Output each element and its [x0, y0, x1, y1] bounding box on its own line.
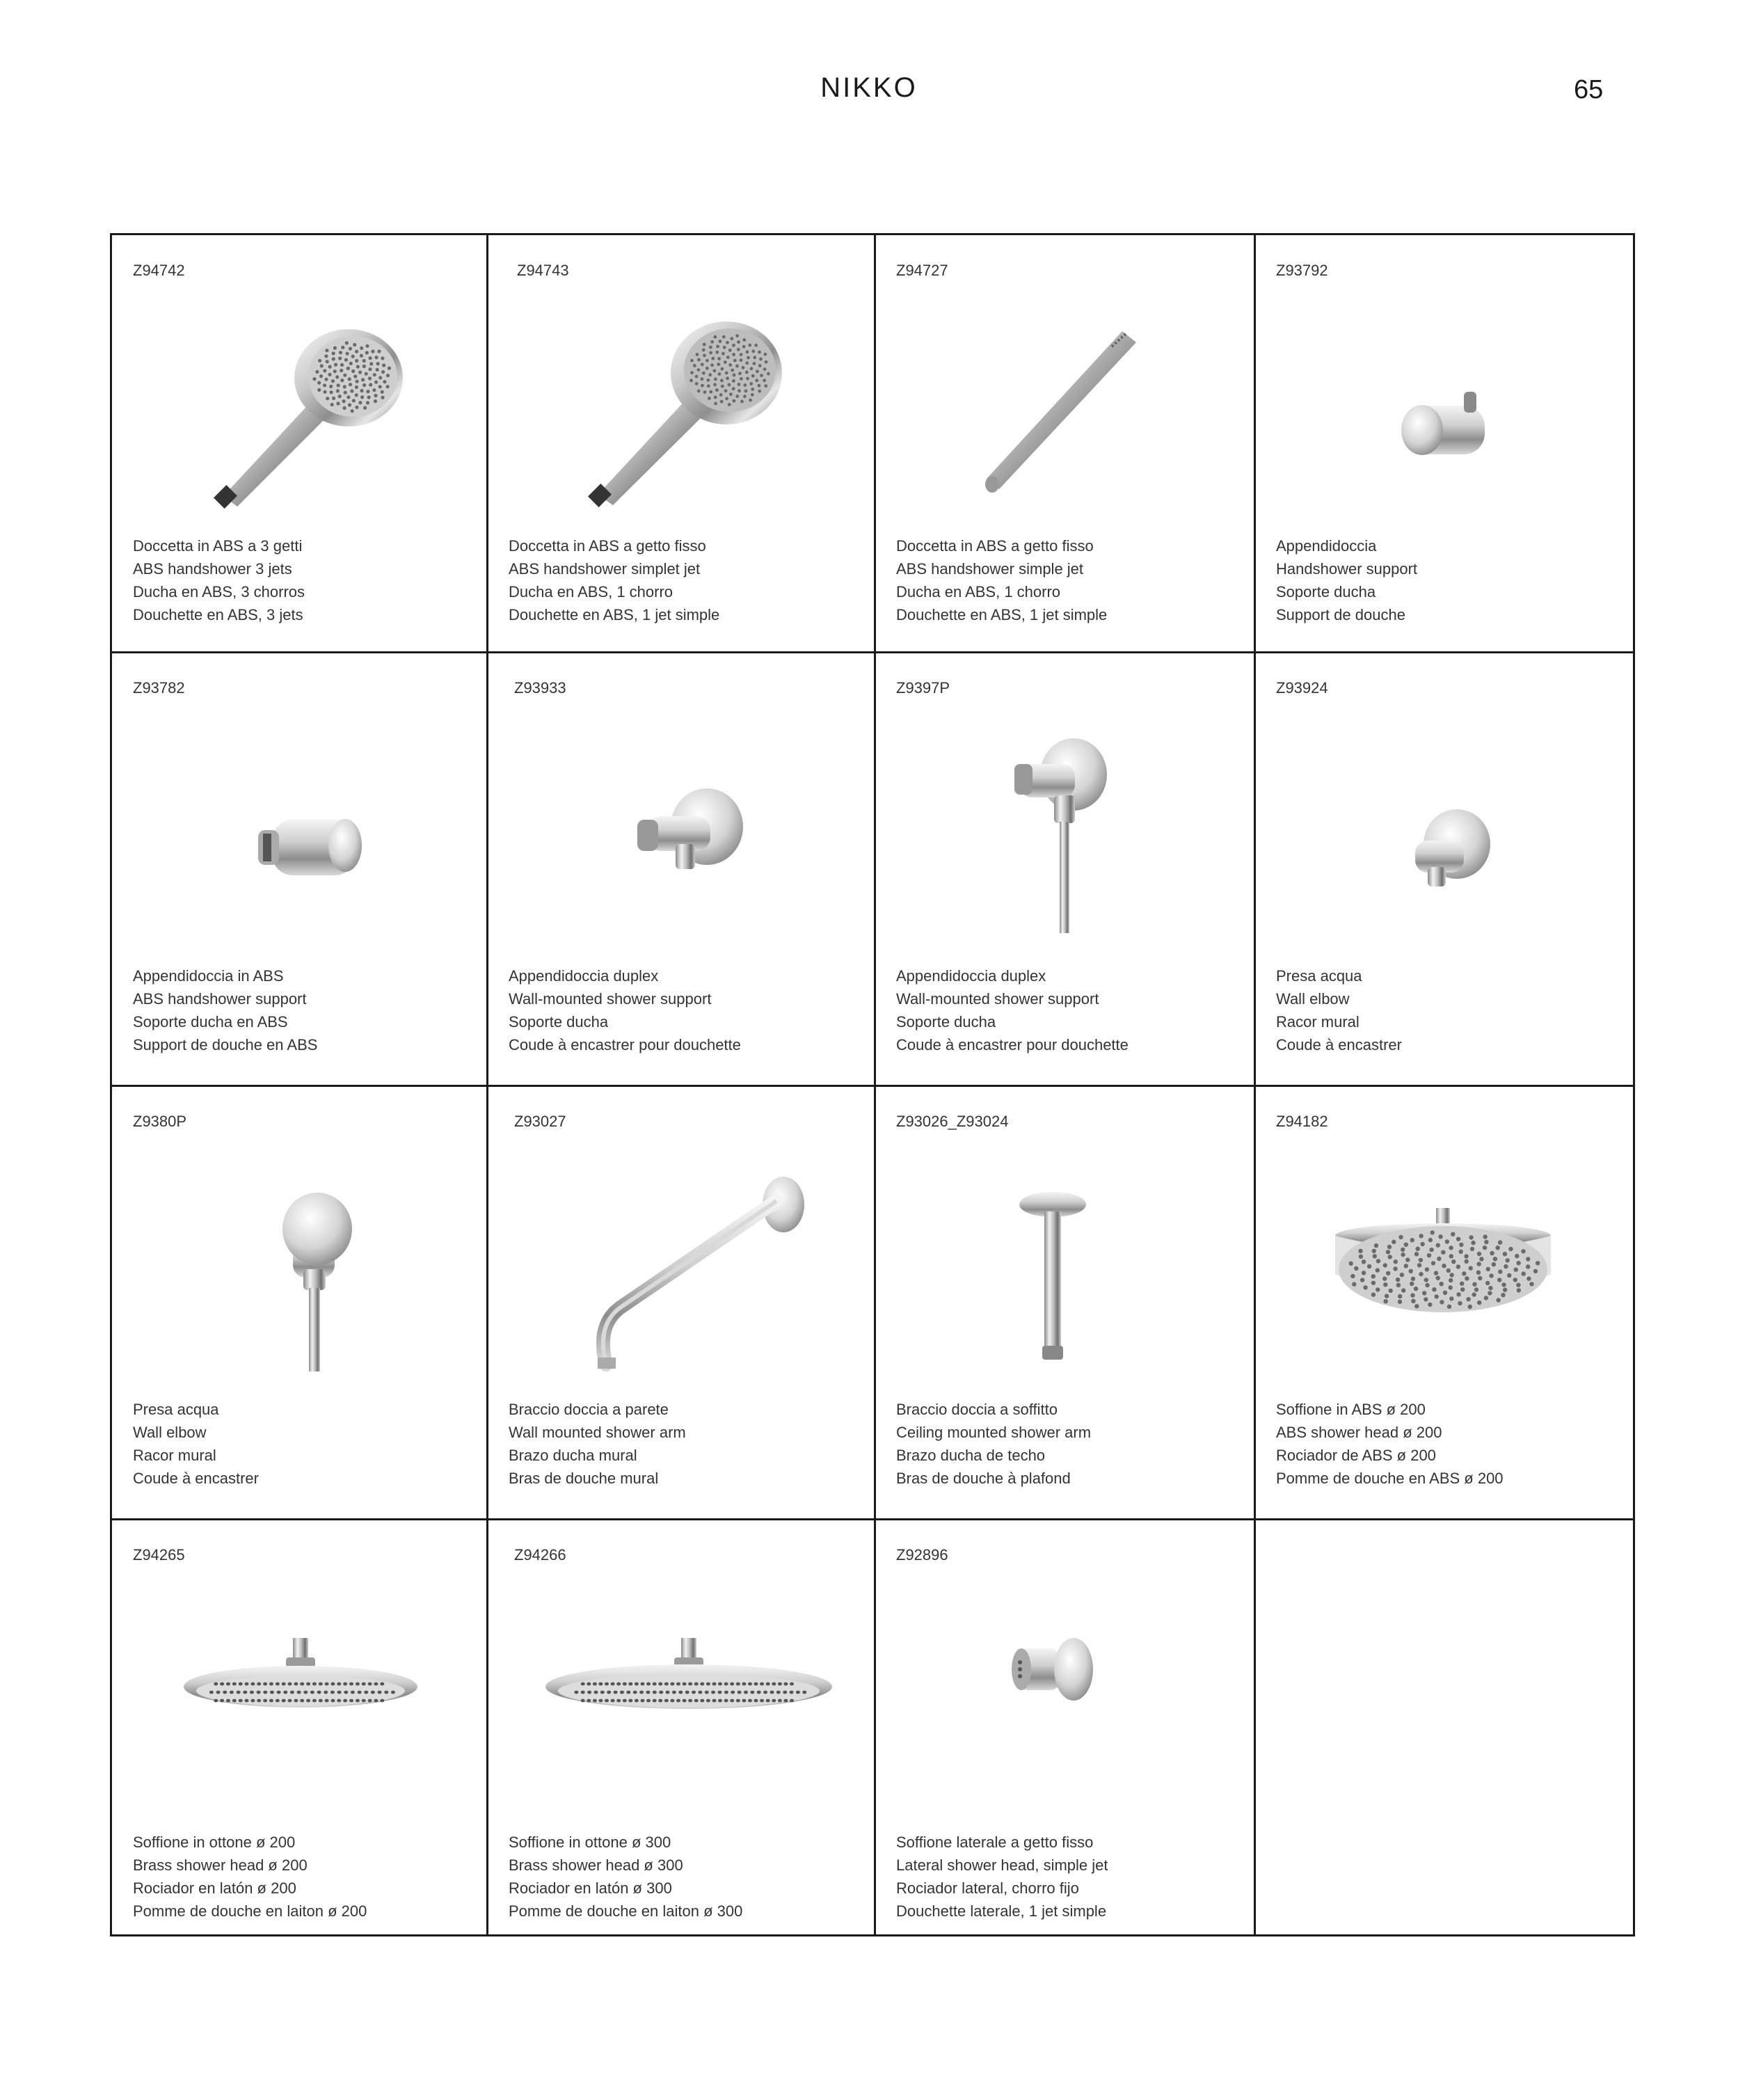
description-line: Ducha en ABS, 3 chorros: [133, 583, 305, 600]
description-line: Pomme de douche en laiton ø 200: [133, 1902, 367, 1920]
product-description: [509, 964, 741, 1056]
product-cell: [112, 235, 488, 653]
description-line: Soporte ducha: [1276, 583, 1376, 600]
product-description: [133, 964, 317, 1056]
description-line: Douchette laterale, 1 jet simple: [896, 1902, 1107, 1920]
description-line: Doccetta in ABS a getto fisso: [509, 537, 706, 555]
description-line: Racor mural: [1276, 1013, 1360, 1031]
product-cell: [488, 653, 875, 1086]
description-line: Douchette en ABS, 1 jet simple: [509, 606, 720, 623]
product-cell: [112, 1520, 488, 1936]
description-line: Soffione in ottone ø 200: [133, 1833, 296, 1851]
handshower-3jets-icon: [209, 322, 418, 520]
page-title: NIKKO: [820, 72, 918, 103]
description-line: Coude à encastrer: [133, 1470, 259, 1487]
product-code: Z93026_Z93024: [896, 1113, 1009, 1130]
description-line: Rociador en latón ø 200: [133, 1879, 296, 1897]
product-description: [509, 1831, 742, 1923]
description-line: Soffione in ottone ø 300: [509, 1833, 671, 1851]
description-line: Racor mural: [133, 1447, 216, 1464]
lateral-shower-head-icon: [1007, 1631, 1098, 1711]
product-code: Z94265: [133, 1546, 185, 1564]
description-line: ABS handshower 3 jets: [133, 560, 292, 578]
abs-holder-icon: [248, 795, 373, 896]
description-line: ABS handshower simple jet: [896, 560, 1084, 578]
description-line: Ceiling mounted shower arm: [896, 1424, 1092, 1441]
product-description: [896, 1398, 1091, 1490]
description-line: Soporte ducha: [896, 1013, 996, 1031]
description-line: Support de douche: [1276, 606, 1405, 623]
product-code: Z92896: [896, 1546, 948, 1564]
product-description: [509, 1398, 686, 1490]
product-code: Z9397P: [896, 679, 950, 697]
description-line: Presa acqua: [133, 1401, 219, 1418]
product-code: Z9380P: [133, 1113, 187, 1130]
product-cell: [488, 1520, 875, 1936]
description-line: Ducha en ABS, 1 chorro: [509, 583, 673, 600]
product-description: [1276, 1398, 1504, 1490]
description-line: Ducha en ABS, 1 chorro: [896, 583, 1061, 600]
description-line: Doccetta in ABS a 3 getti: [133, 537, 303, 555]
product-description: [896, 534, 1107, 626]
description-line: Appendidoccia in ABS: [133, 967, 284, 985]
product-code: Z94266: [514, 1546, 566, 1564]
product-description: [133, 1398, 259, 1490]
description-line: Braccio doccia a parete: [509, 1401, 669, 1418]
product-cell: [875, 1520, 1255, 1936]
product-cell: [1255, 1086, 1635, 1520]
product-grid: [110, 233, 1635, 1936]
product-description: [1276, 964, 1402, 1056]
description-line: Braccio doccia a soffitto: [896, 1401, 1058, 1418]
description-line: Soporte ducha en ABS: [133, 1013, 288, 1031]
wall-elbow-pipe-icon: [262, 1187, 366, 1378]
description-line: Rociador de ABS ø 200: [1276, 1447, 1436, 1464]
description-line: Lateral shower head, simple jet: [896, 1856, 1108, 1874]
product-cell: [488, 235, 875, 653]
product-description: [133, 1831, 367, 1923]
description-line: Appendidoccia duplex: [896, 967, 1046, 985]
stick-handshower-icon: [973, 319, 1147, 503]
description-line: Brass shower head ø 300: [509, 1856, 683, 1874]
product-cell: [1255, 235, 1635, 653]
product-description: [133, 534, 305, 626]
product-description: [896, 1831, 1108, 1923]
product-code: Z94742: [133, 262, 185, 279]
product-cell: [112, 1086, 488, 1520]
description-line: Handshower support: [1276, 560, 1418, 578]
description-line: ABS shower head ø 200: [1276, 1424, 1442, 1441]
description-line: Presa acqua: [1276, 967, 1362, 985]
description-line: Rociador lateral, chorro fijo: [896, 1879, 1079, 1897]
description-line: Soffione laterale a getto fisso: [896, 1833, 1094, 1851]
description-line: Coude à encastrer pour douchette: [896, 1036, 1129, 1053]
product-code: Z93924: [1276, 679, 1328, 697]
description-line: Wall mounted shower arm: [509, 1424, 686, 1441]
description-line: Pomme de douche en ABS ø 200: [1276, 1470, 1504, 1487]
description-line: Douchette en ABS, 1 jet simple: [896, 606, 1108, 623]
description-line: Coude à encastrer pour douchette: [509, 1036, 741, 1053]
product-description: [509, 534, 719, 626]
wall-shower-arm-icon: [575, 1170, 811, 1382]
brass-shower-head-200-icon: [182, 1638, 422, 1718]
product-cell: [875, 1086, 1255, 1520]
product-description: [896, 964, 1129, 1056]
product-cell: [112, 653, 488, 1086]
handshower-simple-jet-icon: [584, 317, 792, 523]
product-description: [1276, 534, 1417, 626]
product-cell: [488, 1086, 875, 1520]
product-cell: [1255, 653, 1635, 1086]
description-line: Brass shower head ø 200: [133, 1856, 308, 1874]
description-line: Wall-mounted shower support: [896, 990, 1099, 1008]
description-line: Brazo ducha mural: [509, 1447, 637, 1464]
wall-elbow-icon: [1401, 806, 1499, 900]
ceiling-shower-arm-icon: [1014, 1187, 1091, 1371]
description-line: Bras de douche mural: [509, 1470, 659, 1487]
description-line: ABS handshower simplet jet: [509, 560, 701, 578]
description-line: Soporte ducha: [509, 1013, 609, 1031]
product-cell: [875, 235, 1255, 653]
description-line: Pomme de douche en laiton ø 300: [509, 1902, 743, 1920]
description-line: Appendidoccia: [1276, 537, 1377, 555]
duplex-holder-pipe-icon: [1011, 733, 1115, 945]
description-line: Wall elbow: [133, 1424, 207, 1441]
product-code: Z94727: [896, 262, 948, 279]
product-code: Z94182: [1276, 1113, 1328, 1130]
description-line: Appendidoccia duplex: [509, 967, 659, 985]
product-code: Z93782: [133, 679, 185, 697]
product-code: Z93933: [514, 679, 566, 697]
brass-shower-head-300-icon: [543, 1638, 836, 1718]
duplex-holder-icon: [627, 781, 752, 882]
description-line: Douchette en ABS, 3 jets: [133, 606, 303, 623]
abs-shower-head-icon: [1332, 1208, 1554, 1323]
description-line: Support de douche en ABS: [133, 1036, 318, 1053]
description-line: Brazo ducha de techo: [896, 1447, 1046, 1464]
description-line: Wall elbow: [1276, 990, 1350, 1008]
description-line: Bras de douche à plafond: [896, 1470, 1071, 1487]
page-number: 65: [1574, 75, 1604, 104]
description-line: Wall-mounted shower support: [509, 990, 712, 1008]
product-code: Z93027: [514, 1113, 566, 1130]
description-line: Coude à encastrer: [1276, 1036, 1402, 1053]
product-code: Z93792: [1276, 262, 1328, 279]
description-line: Doccetta in ABS a getto fisso: [896, 537, 1094, 555]
product-code: Z94743: [517, 262, 569, 279]
handshower-holder-icon: [1394, 378, 1499, 472]
description-line: Soffione in ABS ø 200: [1276, 1401, 1426, 1418]
description-line: Rociador en latón ø 300: [509, 1879, 672, 1897]
product-cell: [875, 653, 1255, 1086]
description-line: ABS handshower support: [133, 990, 307, 1008]
